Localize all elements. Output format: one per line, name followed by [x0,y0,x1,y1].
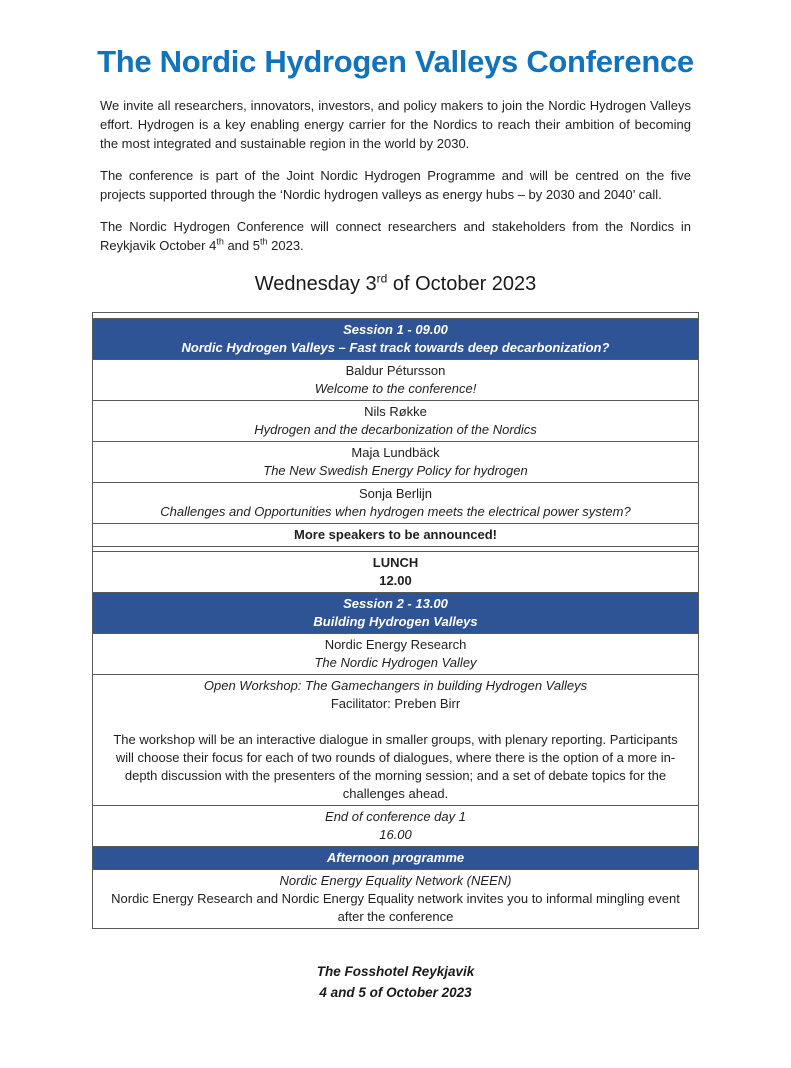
schedule-line: The Nordic Hydrogen Valley [314,655,477,670]
intro-p3-text-a: The Nordic Hydrogen Conference will connect researchers and stakeholders from the Nordics in Reykjavik October 4 [100,219,691,253]
session-header-row [93,592,698,633]
intro-p3-text-b: and 5 [223,238,260,253]
schedule-line: Hydrogen and the decarbonization of the Nordics [254,422,537,437]
schedule-line: Open Workshop: The Gamechangers in building Hydrogen Valleys [203,678,588,693]
schedule-row [93,551,698,592]
schedule-line: The New Swedish Energy Policy for hydrogen [263,463,528,478]
footer-venue: The Fosshotel Reykjavik [316,964,475,979]
schedule-line: Nordic Energy Research and Nordic Energy Equality network invites you to informal mingling event after the conference [111,891,680,924]
schedule-row [93,523,698,546]
schedule-row [93,441,698,482]
intro-paragraph-2: The conference is part of the Joint Nordic Hydrogen Programme and will be centred on the five projects supported through the ‘Nordic hydrogen valleys as energy hubs – by 2030 and 2040’ call. [100,168,691,202]
day-heading-prefix: Wednesday 3 [254,273,377,295]
schedule-line: Nordic Hydrogen Valleys – Fast track towards deep decarbonization? [181,340,610,355]
day-heading-suffix: of October 2023 [387,273,537,295]
schedule-line: 16.00 [379,827,412,842]
schedule-line: Welcome to the conference! [314,381,477,396]
superscript-rd: rd [376,271,388,286]
intro-paragraph-3 [100,217,691,255]
schedule-line: Maja Lundbäck [351,445,440,460]
schedule-line: Building Hydrogen Valleys [313,614,478,629]
schedule-line: Nordic Energy Research [324,637,467,652]
schedule-line [103,713,688,731]
superscript-th-2: th [260,236,268,247]
schedule-row [93,400,698,441]
schedule-line: Sonja Berlijn [359,486,432,501]
schedule-row [93,674,698,805]
schedule-line: LUNCH [372,555,419,570]
schedule-table [92,312,699,929]
schedule-line: Challenges and Opportunities when hydrogen meets the electrical power system? [160,504,631,519]
intro-paragraph-1: We invite all researchers, innovators, investors, and policy makers to join the Nordic Hydrogen Valleys effort. Hydrogen is a key enabling energy carrier for the Nordics to reach their ambition of becoming the most integrated and sustainable region in the world by 2030. [100,98,691,151]
intro-p3-text-c: 2023. [267,238,304,253]
schedule-row [93,869,698,928]
schedule-row [93,482,698,523]
page-title: The Nordic Hydrogen Valleys Conference [97,44,694,79]
schedule-row [93,805,698,846]
schedule-line: Afternoon programme [326,850,465,865]
schedule-line: Baldur Pétursson [345,363,446,378]
session-header-row [93,318,698,359]
schedule-line: Session 1 - 09.00 [343,322,448,337]
schedule-line: The workshop will be an interactive dialogue in smaller groups, with plenary reporting. Participants will choose their focus for each of two rounds of dialogues, where there is the option of a more in-depth discussion with the presenters of the morning session; and a set of debate topics for the challenges ahead. [113,732,678,801]
superscript-th-1: th [216,236,224,247]
schedule-line: Nordic Energy Equality Network (NEEN) [279,873,512,888]
session-header-row [93,846,698,869]
schedule-line: Facilitator: Preben Birr [330,696,461,711]
schedule-line: Session 2 - 13.00 [343,596,448,611]
schedule-line: More speakers to be announced! [294,527,497,542]
schedule-line: Nils Røkke [364,404,427,419]
schedule-row [93,633,698,674]
schedule-line: End of conference day 1 [325,809,466,824]
intro-section [100,96,691,255]
footer-dates: 4 and 5 of October 2023 [319,985,472,1000]
schedule-row [93,359,698,400]
footer [0,961,791,1003]
day-heading [0,273,791,296]
schedule-line: 12.00 [379,573,412,588]
